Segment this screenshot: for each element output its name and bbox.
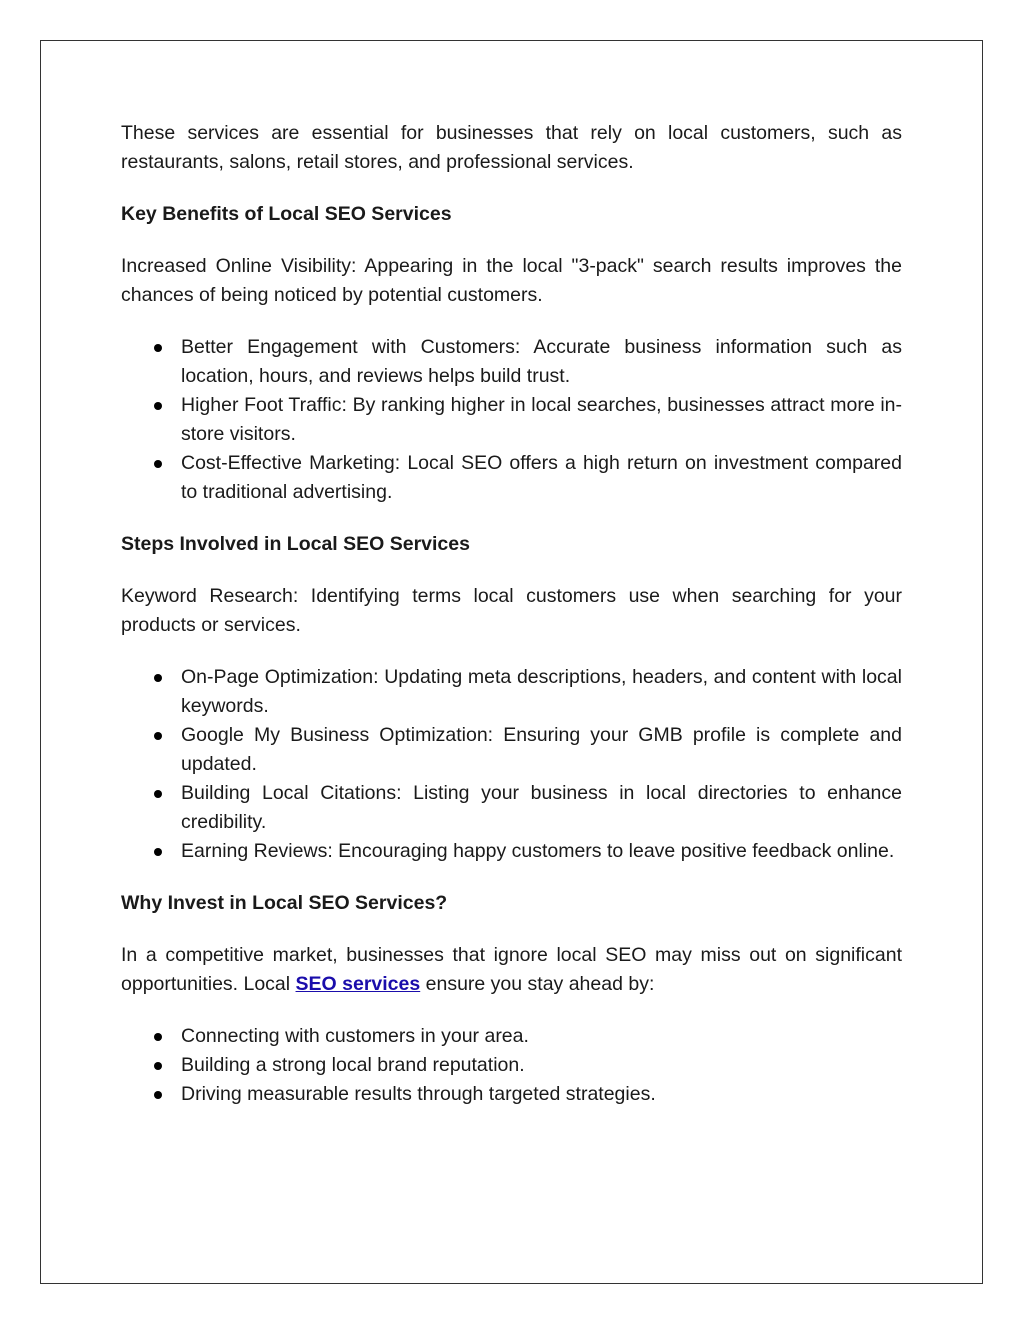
list-item <box>121 663 902 721</box>
document-body <box>121 119 902 1132</box>
bullet-icon <box>154 848 162 856</box>
list-item <box>121 449 902 507</box>
list-item <box>121 333 902 391</box>
steps-lead-paragraph: Keyword Research: Identifying terms local customers use when searching for your products or services. <box>121 585 902 636</box>
bullet-icon <box>154 1033 162 1041</box>
why-lead-paragraph <box>121 941 902 999</box>
why-lead-text-start: In a competitive market, businesses that ignore local SEO may miss out on significant opportunities. Local <box>121 944 902 995</box>
intro-paragraph: These services are essential for businesses that rely on local customers, such as restaurants, salons, retail stores, and professional services. <box>121 122 902 173</box>
list-item <box>121 837 902 866</box>
list-item-text: Connecting with customers in your area. <box>181 1025 529 1047</box>
benefits-lead-paragraph: Increased Online Visibility: Appearing in the local "3-pack" search results improves the chances of being noticed by potential customers. <box>121 255 902 306</box>
steps-list <box>121 663 902 866</box>
seo-services-link[interactable]: SEO services <box>295 973 421 995</box>
list-item <box>121 1022 902 1051</box>
bullet-icon <box>154 674 162 682</box>
list-item <box>121 721 902 779</box>
bullet-icon <box>154 1091 162 1099</box>
list-item <box>121 391 902 449</box>
why-heading: Why Invest in Local SEO Services? <box>121 892 448 914</box>
benefits-list <box>121 333 902 507</box>
list-item-text: Building a strong local brand reputation. <box>181 1054 525 1076</box>
benefits-heading: Key Benefits of Local SEO Services <box>121 203 452 225</box>
list-item <box>121 779 902 837</box>
bullet-icon <box>154 344 162 352</box>
list-item-text: Cost-Effective Marketing: Local SEO offers a high return on investment compared to traditional advertising. <box>181 452 902 503</box>
why-list <box>121 1022 902 1109</box>
list-item-text: Better Engagement with Customers: Accurate business information such as location, hours, and reviews helps build trust. <box>181 336 902 387</box>
bullet-icon <box>154 460 162 468</box>
bullet-icon <box>154 790 162 798</box>
list-item-text: Google My Business Optimization: Ensuring your GMB profile is complete and updated. <box>181 724 902 775</box>
bullet-icon <box>154 1062 162 1070</box>
list-item-text: On-Page Optimization: Updating meta descriptions, headers, and content with local keywords. <box>181 666 902 717</box>
list-item-text: Higher Foot Traffic: By ranking higher in local searches, businesses attract more in-store visitors. <box>181 394 902 445</box>
list-item-text: Earning Reviews: Encouraging happy customers to leave positive feedback online. <box>181 840 895 862</box>
list-item <box>121 1051 902 1080</box>
why-lead-text-end: ensure you stay ahead by: <box>420 973 655 995</box>
list-item <box>121 1080 902 1109</box>
bullet-icon <box>154 402 162 410</box>
list-item-text: Driving measurable results through targeted strategies. <box>181 1083 656 1105</box>
bullet-icon <box>154 732 162 740</box>
steps-heading: Steps Involved in Local SEO Services <box>121 533 470 555</box>
list-item-text: Building Local Citations: Listing your business in local directories to enhance credibility. <box>181 782 902 833</box>
